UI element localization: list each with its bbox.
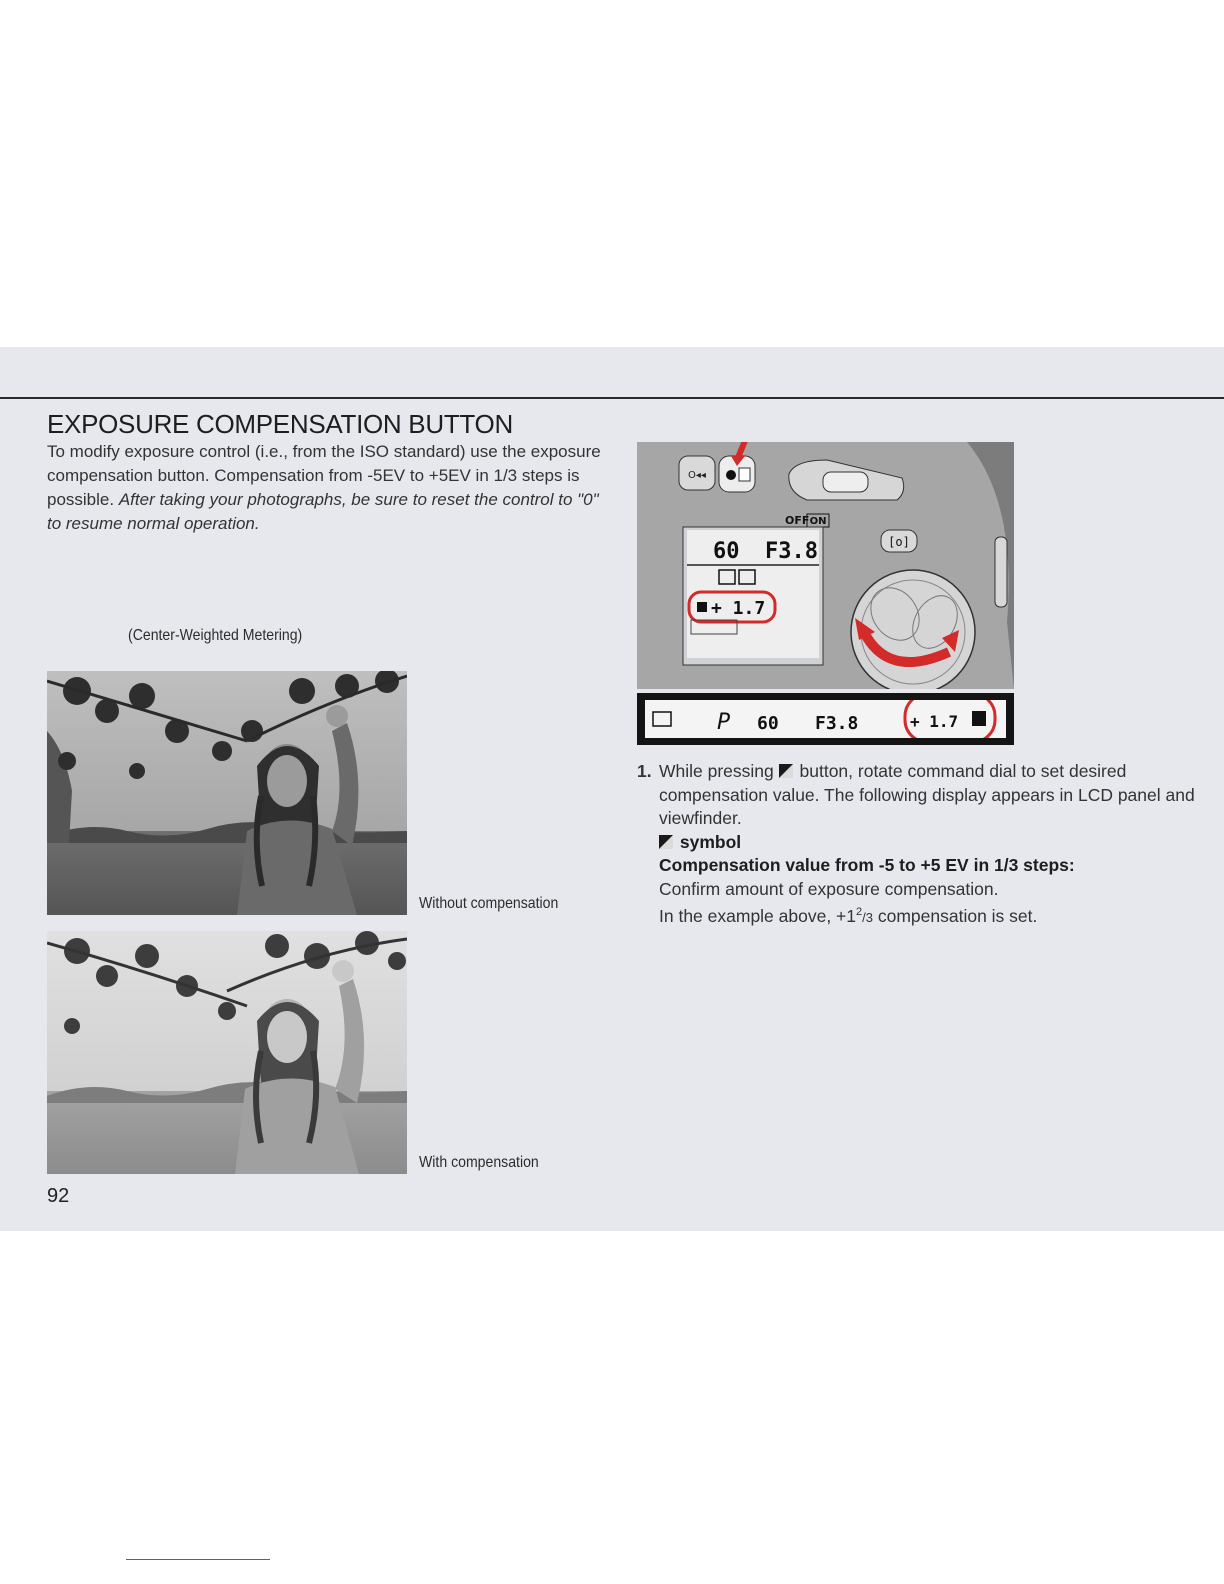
viewfinder-display xyxy=(637,693,1014,745)
svg-text:O◂◂: O◂◂ xyxy=(688,470,706,481)
lcd-compensation: + 1.7 xyxy=(711,598,766,619)
intro-warning: After taking your photographs, be sure to reset the control to "0" to resume normal operation. xyxy=(47,490,599,533)
compensation-range: Compensation value from -5 to +5 EV in 1/3 steps: xyxy=(659,855,1075,875)
page-number: 92 xyxy=(47,1185,70,1207)
confirm-text: Confirm amount of exposure compensation. xyxy=(659,878,999,899)
example-text: In the example above, $+1^2/3$ compensation is set. xyxy=(659,905,1038,926)
step-text-pre: While pressing xyxy=(659,761,779,781)
svg-text:[o]: [o] xyxy=(888,535,910,549)
camera-lcd-illustration xyxy=(637,442,1014,689)
step-text-post: button, rotate command dial to set desired compensation value. The following display appears in LCD panel and viewfinder. xyxy=(659,761,1195,828)
step-number: 1. xyxy=(637,761,652,781)
vf-shutter: 60 xyxy=(757,713,779,734)
photo-caption-with: With compensation xyxy=(419,1154,539,1171)
header-rule xyxy=(0,397,1224,399)
lcd-on-label: ON xyxy=(809,516,827,527)
step-1 xyxy=(637,760,1197,929)
lcd-aperture: F3.8 xyxy=(765,539,818,564)
manual-page xyxy=(0,347,1224,1231)
intro-paragraph xyxy=(47,440,607,536)
intro-text: To modify exposure control (i.e., from the ISO standard) use the exposure compensation button. Compensation from -5EV to +5EV in 1/3 steps is possible. xyxy=(47,442,601,509)
footer-link-underline xyxy=(126,1559,270,1560)
exposure-compensation-symbol-icon xyxy=(659,835,673,849)
metering-caption: (Center-Weighted Metering) xyxy=(128,627,303,644)
symbol-label: symbol xyxy=(675,831,742,852)
lcd-shutter: 60 xyxy=(713,539,740,564)
vf-compensation: + 1.7 xyxy=(910,712,959,731)
lcd-off-label: OFF xyxy=(785,514,810,527)
photo-with-compensation xyxy=(47,931,407,1174)
vf-mode: P xyxy=(717,710,731,735)
vf-aperture: F3.8 xyxy=(815,713,859,734)
exposure-compensation-icon xyxy=(779,764,793,778)
photo-without-compensation xyxy=(47,671,407,915)
section-title: EXPOSURE COMPENSATION BUTTON xyxy=(47,409,513,439)
photo-caption-without: Without compensation xyxy=(419,895,559,912)
